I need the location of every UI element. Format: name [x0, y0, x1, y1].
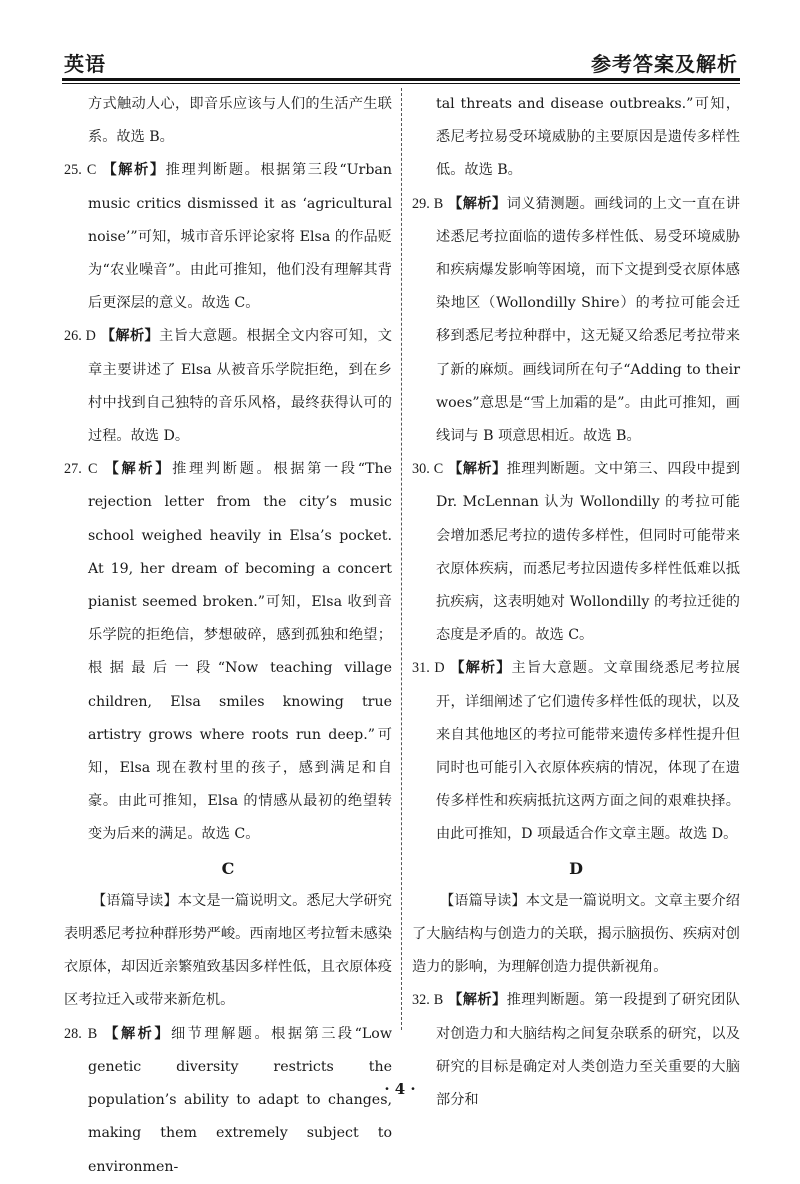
answer-text: 推理判断题。第一段提到了研究团队对创造力和大脑结构之间复杂联系的研究，以及研究的目标是确定对人类创造力至关重要的大脑部分和	[436, 992, 740, 1109]
right-column	[412, 88, 740, 1109]
answer-text: 词义猜测题。画线词的上文一直在讲述悉尼考拉面临的遗传多样性低、易受环境威胁和疾病爆发影响等困境，而下文提到受衣原体感染地区（Wollondilly Shire）的考拉可能会迁移到悉尼考拉种群中，这无疑又给悉尼考拉带来了新的麻烦。画线词所在句子“Adding to their woes”意思是“雪上加霜的是”。由此可推知，画线词与 B 项意思相近。故选 B。	[436, 195, 740, 445]
answer-number: 27. C	[64, 461, 98, 478]
answer-26	[64, 320, 392, 453]
answer-number: 28. B	[64, 1025, 98, 1042]
left-column	[64, 88, 393, 1175]
answer-text: 主旨大意题。文章围绕悉尼考拉展开，详细阐述了它们遗传多样性低的现状，以及来自其他地区的考拉可能带来遗传多样性提升但同时也可能引入衣原体疾病的情况，体现了在遗传多样性和疾病抵抗这两方面之间的艰难抉择。由此可推知，D 项最适合作文章主题。故选 D。	[436, 660, 740, 843]
analysis-tag: 【解析】	[100, 328, 160, 345]
answer-27	[64, 453, 392, 851]
answer-28	[64, 1018, 392, 1184]
answer-31	[412, 652, 740, 851]
answer-text: 主旨大意题。根据全文内容可知，文章主要讲述了 Elsa 从被音乐学院拒绝，到在乡村中找到自己独特的音乐风格，最终获得认可的过程。故选 D。	[88, 328, 392, 445]
page-header	[62, 42, 740, 78]
guide-tag: 【语篇导读】	[92, 892, 178, 909]
answer-29	[412, 188, 740, 454]
section-heading-c: C	[221, 858, 235, 878]
continued-text: tal threats and disease outbreaks.”可知，悉尼考拉易受环境威胁的主要原因是遗传多样性低。故选 B。	[436, 96, 740, 179]
answer-text: 细节理解题。根据第三段“Low genetic diversity restricts the population’s ability to adapt to changes, making them extremely subject to environmen-	[88, 1025, 392, 1175]
analysis-tag: 【解析】	[448, 461, 507, 478]
answer-30	[412, 453, 740, 652]
document-title: 参考答案及解析	[591, 52, 738, 76]
continued-text: 方式触动人心，即音乐应该与人们的生活产生联系。故选 B。	[88, 96, 392, 146]
column-divider	[401, 88, 402, 1030]
subject-label: 英语	[64, 52, 106, 76]
guide-tag: 【语篇导读】	[440, 892, 526, 909]
answer-number: 29. B	[412, 195, 444, 212]
header-rule	[62, 78, 740, 81]
answer-number: 26. D	[64, 328, 96, 345]
answer-text: 推理判断题。根据第三段“Urban music critics dismissed it as ‘agricultural noise’”可知，城市音乐评论家将 Elsa 的作品贬为“农业噪音”。由此可推知，他们没有理解其背后更深层的意义。故选 C。	[88, 162, 393, 312]
header-rule-thin	[62, 83, 740, 84]
analysis-tag: 【解析】	[448, 195, 507, 212]
guide-text: 本文是一篇说明文。悉尼大学研究表明悉尼考拉种群形势严峻。西南地区考拉暂未感染衣原体，却因近亲繁殖致基因多样性低，且衣原体疫区考拉迁入或带来新危机。	[64, 892, 392, 1009]
guide-text: 本文是一篇说明文。文章主要介绍了大脑结构与创造力的关联，揭示脑损伤、疾病对创造力的影响，为理解创造力提供新视角。	[412, 892, 740, 976]
analysis-tag: 【解析】	[104, 461, 173, 478]
answer-25	[64, 154, 392, 320]
answer-number: 32. B	[412, 992, 444, 1009]
answer-text: 推理判断题。根据第一段“The rejection letter from the city’s music school weighed heavily in Elsa’s pocket. At 19, her dream of becoming a concert pianist seemed broken.”可知，Elsa 收到音乐学院的拒绝信，梦想破碎，感到孤独和绝望；根据最后一段“Now teaching village children, Elsa smiles knowing true artistry grows where roots run deep.”可知，Elsa 现在教村里的孩子，感到满足和自豪。由此可推知，Elsa 的情感从最初的绝望转变为后来的满足。故选 C。	[88, 461, 392, 843]
page-number: · 4 ·	[384, 1080, 416, 1098]
reading-guide-d	[412, 885, 740, 985]
answer-number: 25. C	[64, 162, 97, 179]
answer-number: 30. C	[412, 461, 444, 478]
analysis-tag: 【解析】	[450, 660, 512, 677]
analysis-tag: 【解析】	[448, 992, 507, 1009]
analysis-tag: 【解析】	[102, 162, 166, 179]
reading-guide-c	[64, 885, 392, 1018]
answer-text: 推理判断题。文中第三、四段中提到 Dr. McLennan 认为 Wollondilly 的考拉可能会增加悉尼考拉的遗传多样性，但同时可能带来衣原体疾病，而悉尼考拉因遗传多样性低难以抵抗疾病，这表明她对 Wollondilly 的考拉迁徙的态度是矛盾的。故选 C。	[436, 461, 740, 644]
section-heading-d: D	[569, 858, 583, 878]
answer-number: 31. D	[412, 660, 445, 677]
analysis-tag: 【解析】	[104, 1025, 172, 1042]
